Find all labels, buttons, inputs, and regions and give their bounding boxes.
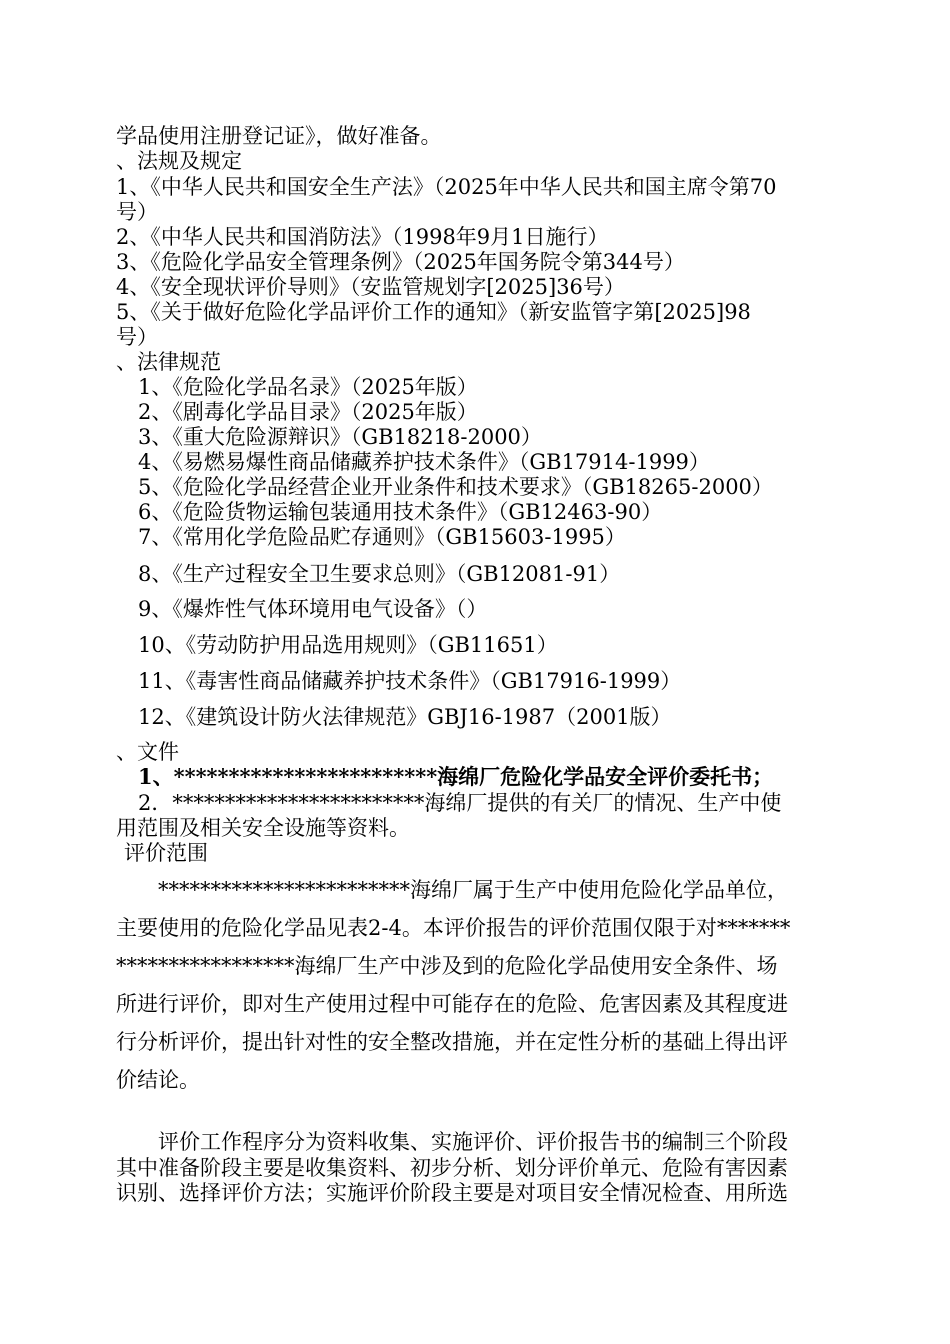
standard-item: 8、《生产过程安全卫生要求总则》（GB12081-91） (138, 562, 621, 586)
standard-item: 11、《毒害性商品储藏养护技术条件》（GB17916-1999） (138, 669, 682, 693)
standard-item: 9、《爆炸性气体环境用电气设备》（） (138, 597, 488, 621)
standard-item: 12、《建筑设计防火法律规范》GBJ16-1987（2001版） (138, 705, 672, 729)
standards-heading: 、法律规范 (116, 350, 221, 374)
document-line: 1、************************海绵厂危险化学品安全评价委托书； (138, 764, 774, 789)
document-line: 用范围及相关安全设施等资料。 (116, 816, 410, 840)
standard-item: 1、《危险化学品名录》（2025年版） (138, 375, 478, 399)
regulation-line: 5、《关于做好危险化学品评价工作的通知》（新安监管字第[2025]98 (116, 300, 751, 324)
scope-line: ************************海绵厂属于生产中使用危险化学品单位， (158, 878, 788, 902)
regulations-heading: 、法规及规定 (116, 149, 242, 173)
regulation-line: 4、《安全现状评价导则》（安监管规划字[2025]36号） (116, 275, 625, 299)
procedure-line: 评价工作程序分为资料收集、实施评价、评价报告书的编制三个阶段 (158, 1130, 788, 1154)
regulation-line: 1、《中华人民共和国安全生产法》（2025年中华人民共和国主席令第70 (116, 175, 777, 199)
standard-item: 10、《劳动防护用品选用规则》（GB11651） (138, 633, 558, 657)
regulation-line: 号） (116, 325, 158, 349)
standard-item: 4、《易燃易爆性商品储藏养护技术条件》（GB17914-1999） (138, 450, 710, 474)
standard-item: 2、《剧毒化学品目录》（2025年版） (138, 400, 478, 424)
standard-item: 6、《危险货物运输包装通用技术条件》（GB12463-90） (138, 500, 663, 524)
regulation-line: 号） (116, 200, 158, 224)
scope-line: 价结论。 (116, 1068, 200, 1092)
intro-line: 学品使用注册登记证》，做好准备。 (116, 124, 442, 148)
regulation-line: 2、《中华人民共和国消防法》（1998年9月1日施行） (116, 225, 609, 249)
scope-line: 主要使用的危险化学品见表2-4。本评价报告的评价范围仅限于对******* (116, 916, 791, 940)
document-line: 2．************************海绵厂提供的有关厂的情况、生产中使 (138, 791, 782, 815)
standard-item: 5、《危险化学品经营企业开业条件和技术要求》（GB18265-2000） (138, 475, 773, 499)
standard-item: 7、《常用化学危险品贮存通则》（GB15603-1995） (138, 525, 626, 549)
scope-line: 行分析评价，提出针对性的安全整改措施，并在定性分析的基础上得出评 (116, 1030, 788, 1054)
scope-line: 所进行评价，即对生产使用过程中可能存在的危险、危害因素及其程度进 (116, 992, 788, 1016)
standard-item: 3、《重大危险源辩识》（GB18218-2000） (138, 425, 542, 449)
procedure-line: 识别、选择评价方法；实施评价阶段主要是对项目安全情况检查、用所选 (116, 1181, 788, 1205)
scope-heading: 评价范围 (124, 841, 208, 865)
regulation-line: 3、《危险化学品安全管理条例》（2025年国务院令第344号） (116, 250, 685, 274)
documents-heading: 、文件 (116, 740, 179, 764)
scope-line: *****************海绵厂生产中涉及到的危险化学品使用安全条件、场 (116, 954, 778, 978)
procedure-line: 其中准备阶段主要是收集资料、初步分析、划分评价单元、危险有害因素 (116, 1156, 788, 1180)
